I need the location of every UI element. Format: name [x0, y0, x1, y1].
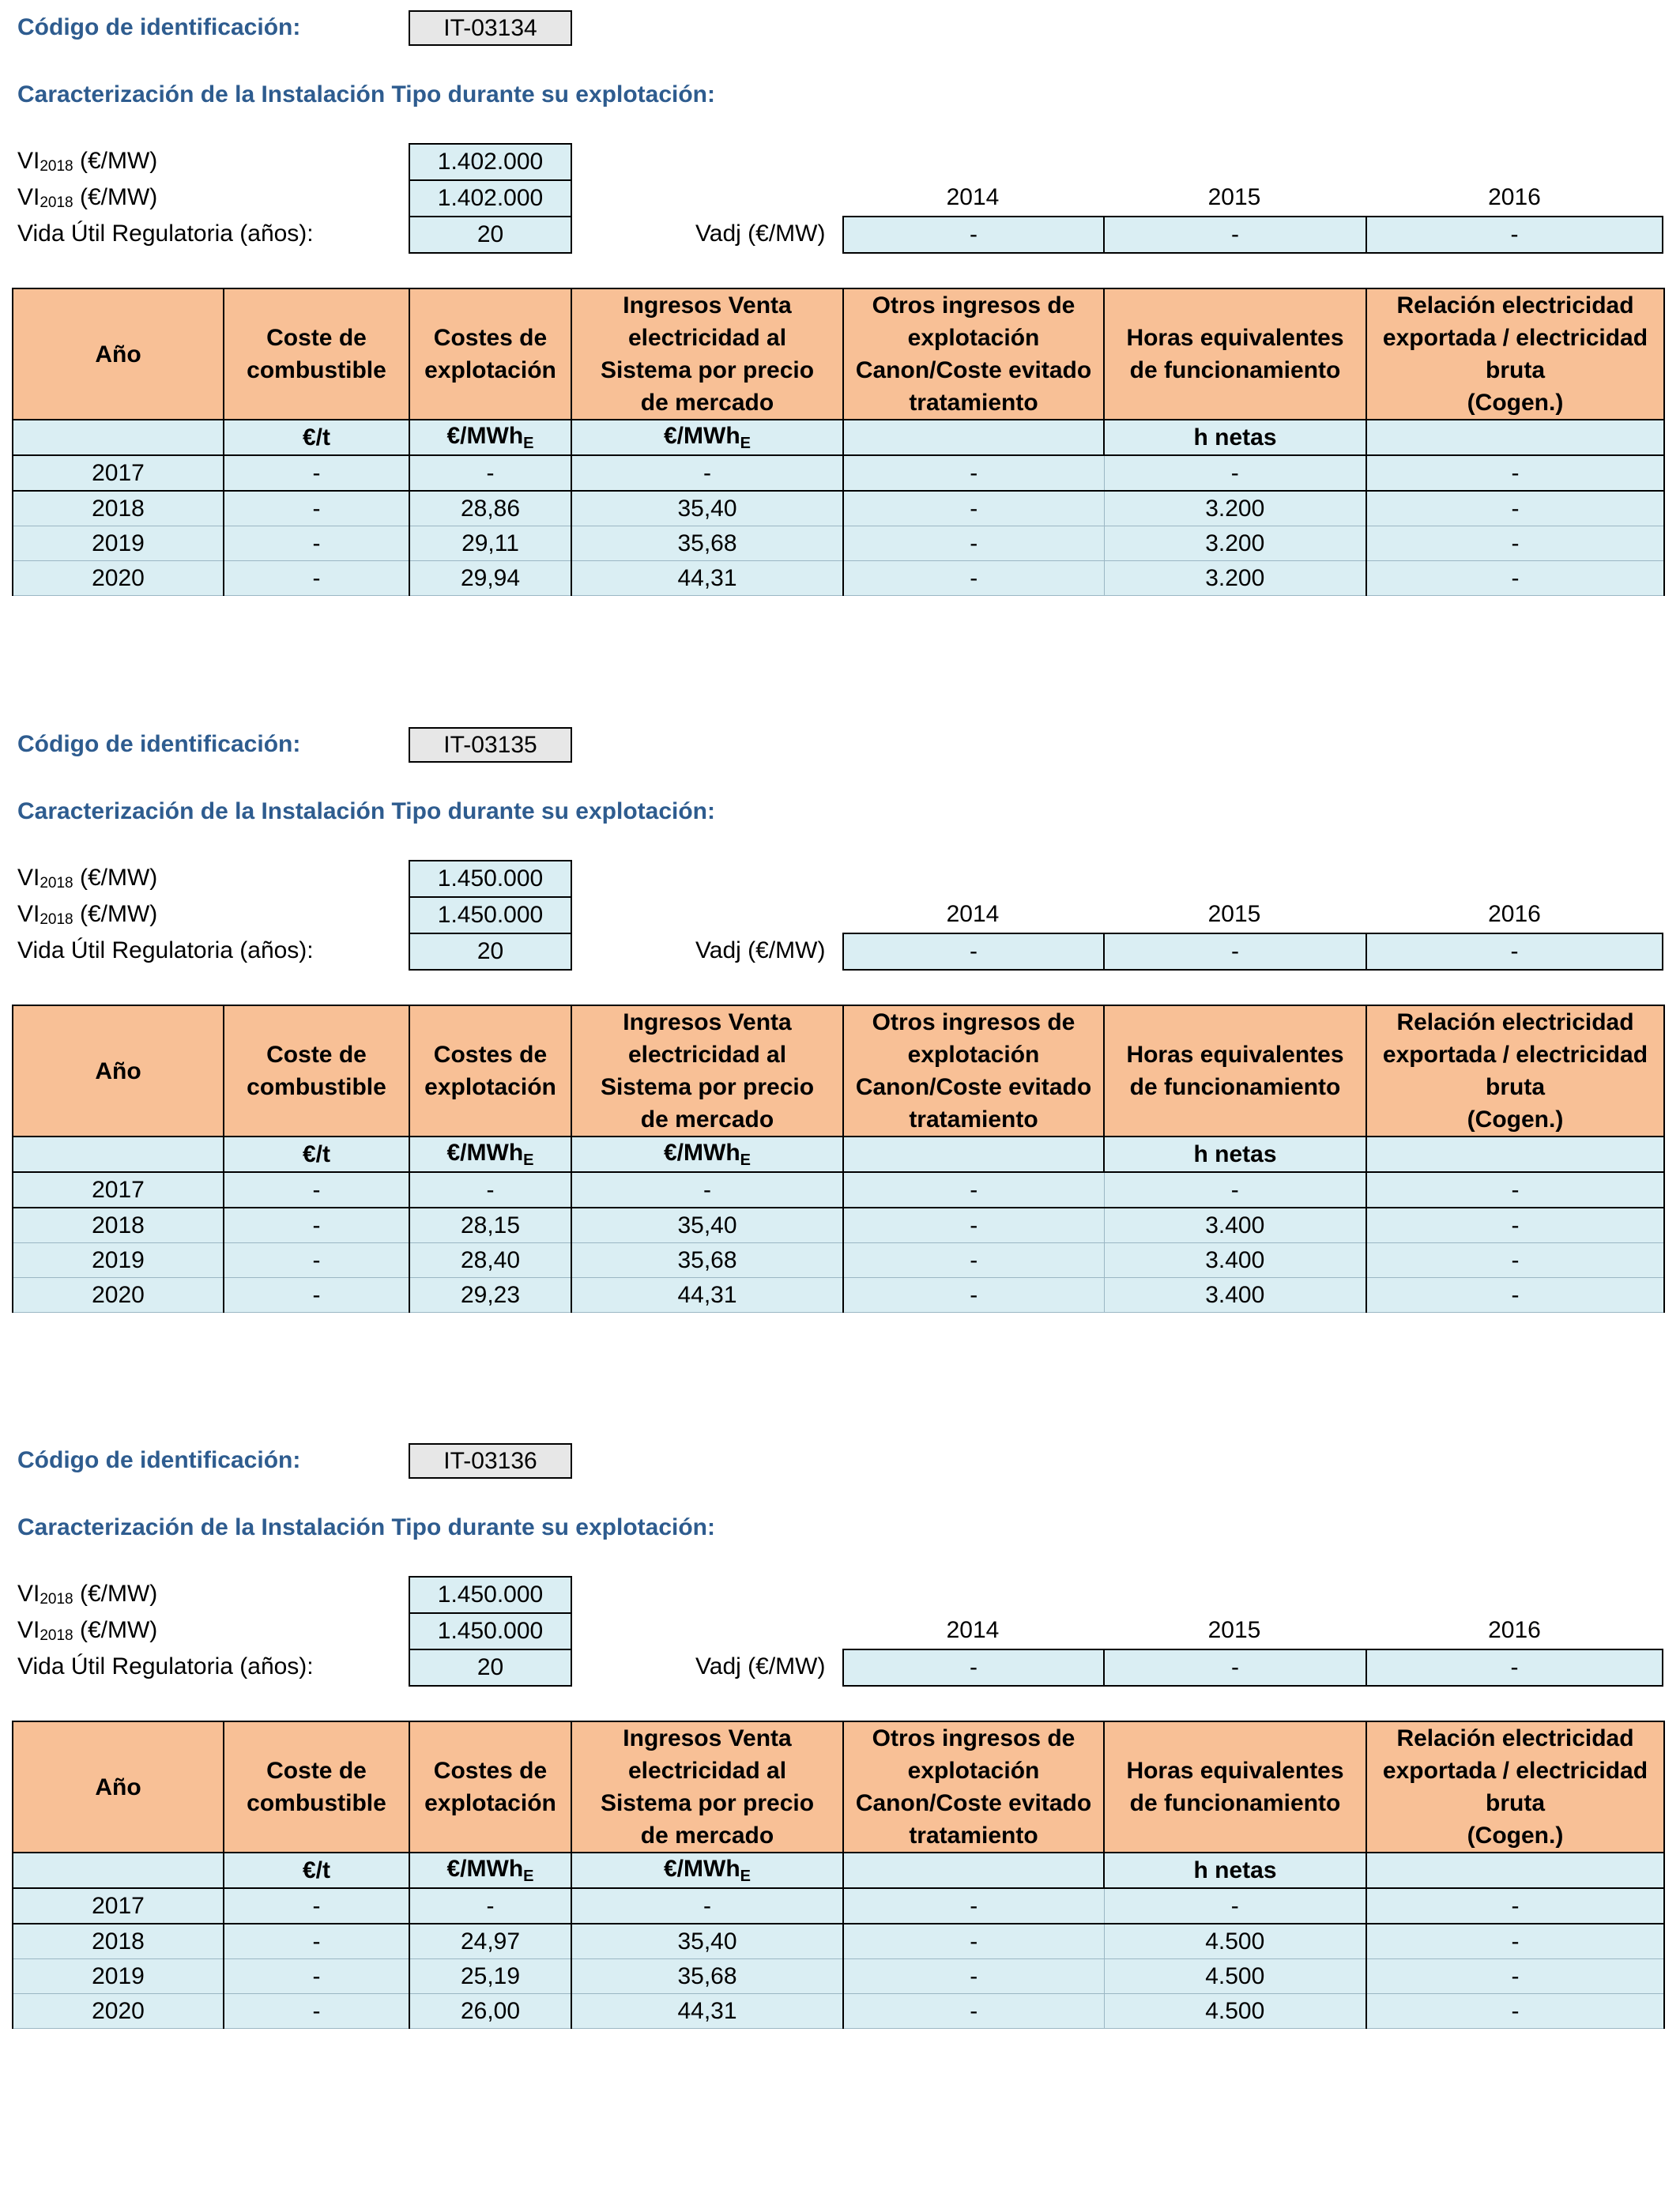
table-row: [13, 1924, 1664, 1959]
cell-coste-combustible: -: [224, 526, 409, 561]
vi-label-2: $VI_{2018}$ (€/MW): [17, 184, 158, 211]
vida-util-label: Vida Útil Regulatoria (años):: [17, 1653, 314, 1679]
unit-cell-empty: [843, 1853, 1104, 1888]
table-row: [13, 1959, 1664, 1994]
cell-horas: 3.400: [1104, 1278, 1366, 1313]
vadj-label: Vadj (€/MW): [695, 221, 826, 247]
cell-costes-explotacion: -: [409, 1172, 571, 1208]
header-costes-explotacion: Costes de explotación: [409, 288, 571, 420]
cell-ingresos-venta: 35,68: [571, 1959, 843, 1994]
code-value: IT-03134: [409, 10, 572, 46]
unit-h-netas: h netas: [1104, 420, 1366, 455]
cell-relacion: -: [1366, 561, 1664, 596]
vadj-2016: -: [1365, 933, 1663, 971]
unit-eur-mwh: €/MWh$_E$: [409, 420, 571, 455]
cell-horas: 3.200: [1104, 491, 1366, 526]
vi-label-1: $VI_{2018}$ (€/MW): [17, 1581, 158, 1608]
data-table: [12, 1721, 1665, 2029]
vadj-2014: -: [842, 216, 1105, 254]
cell-ingresos-venta: 35,68: [571, 1243, 843, 1278]
header-horas-equivalentes: Horas equivalentes de funcionamiento: [1104, 1005, 1366, 1137]
vadj-label: Vadj (€/MW): [695, 1653, 826, 1679]
cell-ingresos-venta: 35,68: [571, 526, 843, 561]
cell-horas: 3.400: [1104, 1208, 1366, 1243]
header-coste-combustible: Coste de combustible: [224, 1005, 409, 1137]
cell-ingresos-venta: 44,31: [571, 1994, 843, 2029]
cell-ingresos-venta: -: [571, 1172, 843, 1208]
data-table: [12, 288, 1665, 596]
vadj-2014: -: [842, 1649, 1105, 1687]
unit-cell-empty: [13, 420, 224, 455]
table-header-row: [13, 288, 1664, 420]
installation-section: [0, 0, 1680, 624]
table-row: [13, 1888, 1664, 1924]
cell-horas: 4.500: [1104, 1959, 1366, 1994]
cell-coste-combustible: -: [224, 1278, 409, 1313]
vadj-2016: -: [1365, 1649, 1663, 1687]
code-label: Código de identificación:: [17, 1447, 301, 1473]
cell-otros-ingresos: -: [843, 561, 1104, 596]
cell-otros-ingresos: -: [843, 1924, 1104, 1959]
cell-relacion: -: [1366, 1278, 1664, 1313]
caracterizacion-heading: Caracterización de la Instalación Tipo durante su explotación:: [17, 1514, 715, 1540]
cell-relacion: -: [1366, 1888, 1664, 1924]
cell-anio: 2020: [13, 1278, 224, 1313]
cell-otros-ingresos: -: [843, 1172, 1104, 1208]
cell-ingresos-venta: -: [571, 1888, 843, 1924]
vi-value-1: 1.450.000: [409, 860, 572, 898]
vi-value-1: 1.450.000: [409, 1576, 572, 1614]
unit-eur-t: €/t: [224, 1853, 409, 1888]
vi-label-2: $VI_{2018}$ (€/MW): [17, 1617, 158, 1644]
cell-ingresos-venta: 35,40: [571, 491, 843, 526]
header-horas-equivalentes: Horas equivalentes de funcionamiento: [1104, 1721, 1366, 1853]
vida-util-label: Vida Útil Regulatoria (años):: [17, 221, 314, 247]
vi-value-2: 1.450.000: [409, 1612, 572, 1650]
installation-section: [0, 1433, 1680, 2057]
header-otros-ingresos: Otros ingresos de explotación Canon/Coste evitado tratamiento: [843, 288, 1104, 420]
year-header-2014: 2014: [946, 184, 1000, 210]
year-header-2014: 2014: [946, 901, 1000, 927]
cell-anio: 2017: [13, 455, 224, 491]
header-relacion-electricidad: Relación electricidad exportada / electricidad bruta (Cogen.): [1366, 1721, 1664, 1853]
cell-costes-explotacion: 29,23: [409, 1278, 571, 1313]
cell-relacion: -: [1366, 1208, 1664, 1243]
vi-value-2: 1.402.000: [409, 179, 572, 217]
vadj-label: Vadj (€/MW): [695, 937, 826, 963]
units-row: [13, 1853, 1664, 1888]
vida-util-value: 20: [409, 216, 572, 254]
installation-section: [0, 717, 1680, 1341]
header-coste-combustible: Coste de combustible: [224, 1721, 409, 1853]
caracterizacion-heading: Caracterización de la Instalación Tipo durante su explotación:: [17, 81, 715, 107]
table-row: [13, 1172, 1664, 1208]
year-header-2015: 2015: [1207, 1617, 1261, 1643]
cell-horas: 4.500: [1104, 1924, 1366, 1959]
vadj-2015: -: [1103, 1649, 1367, 1687]
cell-horas: 4.500: [1104, 1994, 1366, 2029]
cell-anio: 2020: [13, 561, 224, 596]
unit-h-netas: h netas: [1104, 1853, 1366, 1888]
header-otros-ingresos: Otros ingresos de explotación Canon/Coste evitado tratamiento: [843, 1005, 1104, 1137]
cell-coste-combustible: -: [224, 1172, 409, 1208]
unit-cell-empty: [843, 420, 1104, 455]
cell-anio: 2020: [13, 1994, 224, 2029]
header-ingresos-venta: Ingresos Venta electricidad al Sistema por precio de mercado: [571, 1005, 843, 1137]
unit-cell-empty: [13, 1137, 224, 1172]
cell-costes-explotacion: 28,15: [409, 1208, 571, 1243]
caracterizacion-heading: Caracterización de la Instalación Tipo durante su explotación:: [17, 798, 715, 824]
cell-otros-ingresos: -: [843, 1959, 1104, 1994]
header-horas-equivalentes: Horas equivalentes de funcionamiento: [1104, 288, 1366, 420]
cell-coste-combustible: -: [224, 1924, 409, 1959]
cell-relacion: -: [1366, 526, 1664, 561]
vida-util-value: 20: [409, 933, 572, 971]
cell-costes-explotacion: 24,97: [409, 1924, 571, 1959]
vadj-2015: -: [1103, 933, 1367, 971]
cell-ingresos-venta: 35,40: [571, 1208, 843, 1243]
unit-h-netas: h netas: [1104, 1137, 1366, 1172]
unit-eur-mwh: €/MWh$_E$: [409, 1853, 571, 1888]
cell-otros-ingresos: -: [843, 526, 1104, 561]
cell-costes-explotacion: 28,86: [409, 491, 571, 526]
vadj-2015: -: [1103, 216, 1367, 254]
cell-otros-ingresos: -: [843, 1278, 1104, 1313]
vi-value-2: 1.450.000: [409, 896, 572, 934]
table-header-row: [13, 1721, 1664, 1853]
unit-eur-mwh: €/MWh$_E$: [571, 1853, 843, 1888]
cell-horas: -: [1104, 455, 1366, 491]
cell-otros-ingresos: -: [843, 491, 1104, 526]
cell-horas: 3.200: [1104, 526, 1366, 561]
header-anio: Año: [13, 288, 224, 420]
table-row: [13, 561, 1664, 596]
header-otros-ingresos: Otros ingresos de explotación Canon/Coste evitado tratamiento: [843, 1721, 1104, 1853]
cell-otros-ingresos: -: [843, 1243, 1104, 1278]
unit-cell-empty: [843, 1137, 1104, 1172]
vi-label-2: $VI_{2018}$ (€/MW): [17, 901, 158, 928]
cell-costes-explotacion: 28,40: [409, 1243, 571, 1278]
cell-ingresos-venta: 44,31: [571, 561, 843, 596]
cell-coste-combustible: -: [224, 1959, 409, 1994]
header-costes-explotacion: Costes de explotación: [409, 1005, 571, 1137]
header-ingresos-venta: Ingresos Venta electricidad al Sistema por precio de mercado: [571, 288, 843, 420]
cell-relacion: -: [1366, 1959, 1664, 1994]
cell-ingresos-venta: -: [571, 455, 843, 491]
cell-relacion: -: [1366, 1172, 1664, 1208]
vida-util-label: Vida Útil Regulatoria (años):: [17, 937, 314, 963]
cell-horas: 3.200: [1104, 561, 1366, 596]
cell-costes-explotacion: -: [409, 1888, 571, 1924]
unit-cell-empty: [13, 1853, 224, 1888]
unit-cell-empty: [1366, 1137, 1664, 1172]
unit-eur-t: €/t: [224, 1137, 409, 1172]
cell-coste-combustible: -: [224, 1994, 409, 2029]
cell-costes-explotacion: 29,11: [409, 526, 571, 561]
vadj-2014: -: [842, 933, 1105, 971]
cell-otros-ingresos: -: [843, 1208, 1104, 1243]
cell-coste-combustible: -: [224, 1208, 409, 1243]
vi-label-1: $VI_{2018}$ (€/MW): [17, 865, 158, 892]
table-row: [13, 1278, 1664, 1313]
cell-coste-combustible: -: [224, 455, 409, 491]
unit-cell-empty: [1366, 1853, 1664, 1888]
year-header-2015: 2015: [1207, 901, 1261, 927]
table-row: [13, 455, 1664, 491]
cell-relacion: -: [1366, 1243, 1664, 1278]
code-label: Código de identificación:: [17, 731, 301, 757]
cell-coste-combustible: -: [224, 1888, 409, 1924]
cell-otros-ingresos: -: [843, 455, 1104, 491]
header-anio: Año: [13, 1721, 224, 1853]
unit-eur-mwh: €/MWh$_E$: [409, 1137, 571, 1172]
unit-eur-mwh: €/MWh$_E$: [571, 420, 843, 455]
code-value: IT-03135: [409, 727, 572, 763]
cell-anio: 2019: [13, 526, 224, 561]
table-row: [13, 1994, 1664, 2029]
code-label: Código de identificación:: [17, 14, 301, 40]
unit-eur-t: €/t: [224, 420, 409, 455]
year-header-2016: 2016: [1488, 1617, 1541, 1643]
vi-label-1: $VI_{2018}$ (€/MW): [17, 148, 158, 175]
data-table: [12, 1005, 1665, 1313]
cell-ingresos-venta: 44,31: [571, 1278, 843, 1313]
vida-util-value: 20: [409, 1649, 572, 1687]
cell-anio: 2019: [13, 1959, 224, 1994]
vadj-2016: -: [1365, 216, 1663, 254]
table-row: [13, 1208, 1664, 1243]
units-row: [13, 420, 1664, 455]
header-costes-explotacion: Costes de explotación: [409, 1721, 571, 1853]
code-value: IT-03136: [409, 1443, 572, 1479]
cell-horas: -: [1104, 1172, 1366, 1208]
year-header-2015: 2015: [1207, 184, 1261, 210]
cell-anio: 2017: [13, 1888, 224, 1924]
cell-anio: 2018: [13, 1924, 224, 1959]
cell-anio: 2017: [13, 1172, 224, 1208]
header-relacion-electricidad: Relación electricidad exportada / electricidad bruta (Cogen.): [1366, 1005, 1664, 1137]
cell-costes-explotacion: 26,00: [409, 1994, 571, 2029]
table-row: [13, 526, 1664, 561]
year-header-2016: 2016: [1488, 184, 1541, 210]
cell-ingresos-venta: 35,40: [571, 1924, 843, 1959]
cell-anio: 2018: [13, 1208, 224, 1243]
table-row: [13, 1243, 1664, 1278]
cell-horas: -: [1104, 1888, 1366, 1924]
cell-relacion: -: [1366, 1994, 1664, 2029]
header-ingresos-venta: Ingresos Venta electricidad al Sistema por precio de mercado: [571, 1721, 843, 1853]
cell-anio: 2019: [13, 1243, 224, 1278]
cell-costes-explotacion: 29,94: [409, 561, 571, 596]
cell-costes-explotacion: -: [409, 455, 571, 491]
cell-otros-ingresos: -: [843, 1994, 1104, 2029]
units-row: [13, 1137, 1664, 1172]
year-header-2014: 2014: [946, 1617, 1000, 1643]
vi-value-1: 1.402.000: [409, 143, 572, 181]
table-header-row: [13, 1005, 1664, 1137]
cell-relacion: -: [1366, 1924, 1664, 1959]
table-row: [13, 491, 1664, 526]
header-relacion-electricidad: Relación electricidad exportada / electricidad bruta (Cogen.): [1366, 288, 1664, 420]
cell-coste-combustible: -: [224, 561, 409, 596]
header-coste-combustible: Coste de combustible: [224, 288, 409, 420]
cell-horas: 3.400: [1104, 1243, 1366, 1278]
cell-otros-ingresos: -: [843, 1888, 1104, 1924]
cell-coste-combustible: -: [224, 1243, 409, 1278]
header-anio: Año: [13, 1005, 224, 1137]
unit-cell-empty: [1366, 420, 1664, 455]
cell-coste-combustible: -: [224, 491, 409, 526]
cell-anio: 2018: [13, 491, 224, 526]
unit-eur-mwh: €/MWh$_E$: [571, 1137, 843, 1172]
cell-costes-explotacion: 25,19: [409, 1959, 571, 1994]
cell-relacion: -: [1366, 491, 1664, 526]
cell-relacion: -: [1366, 455, 1664, 491]
year-header-2016: 2016: [1488, 901, 1541, 927]
